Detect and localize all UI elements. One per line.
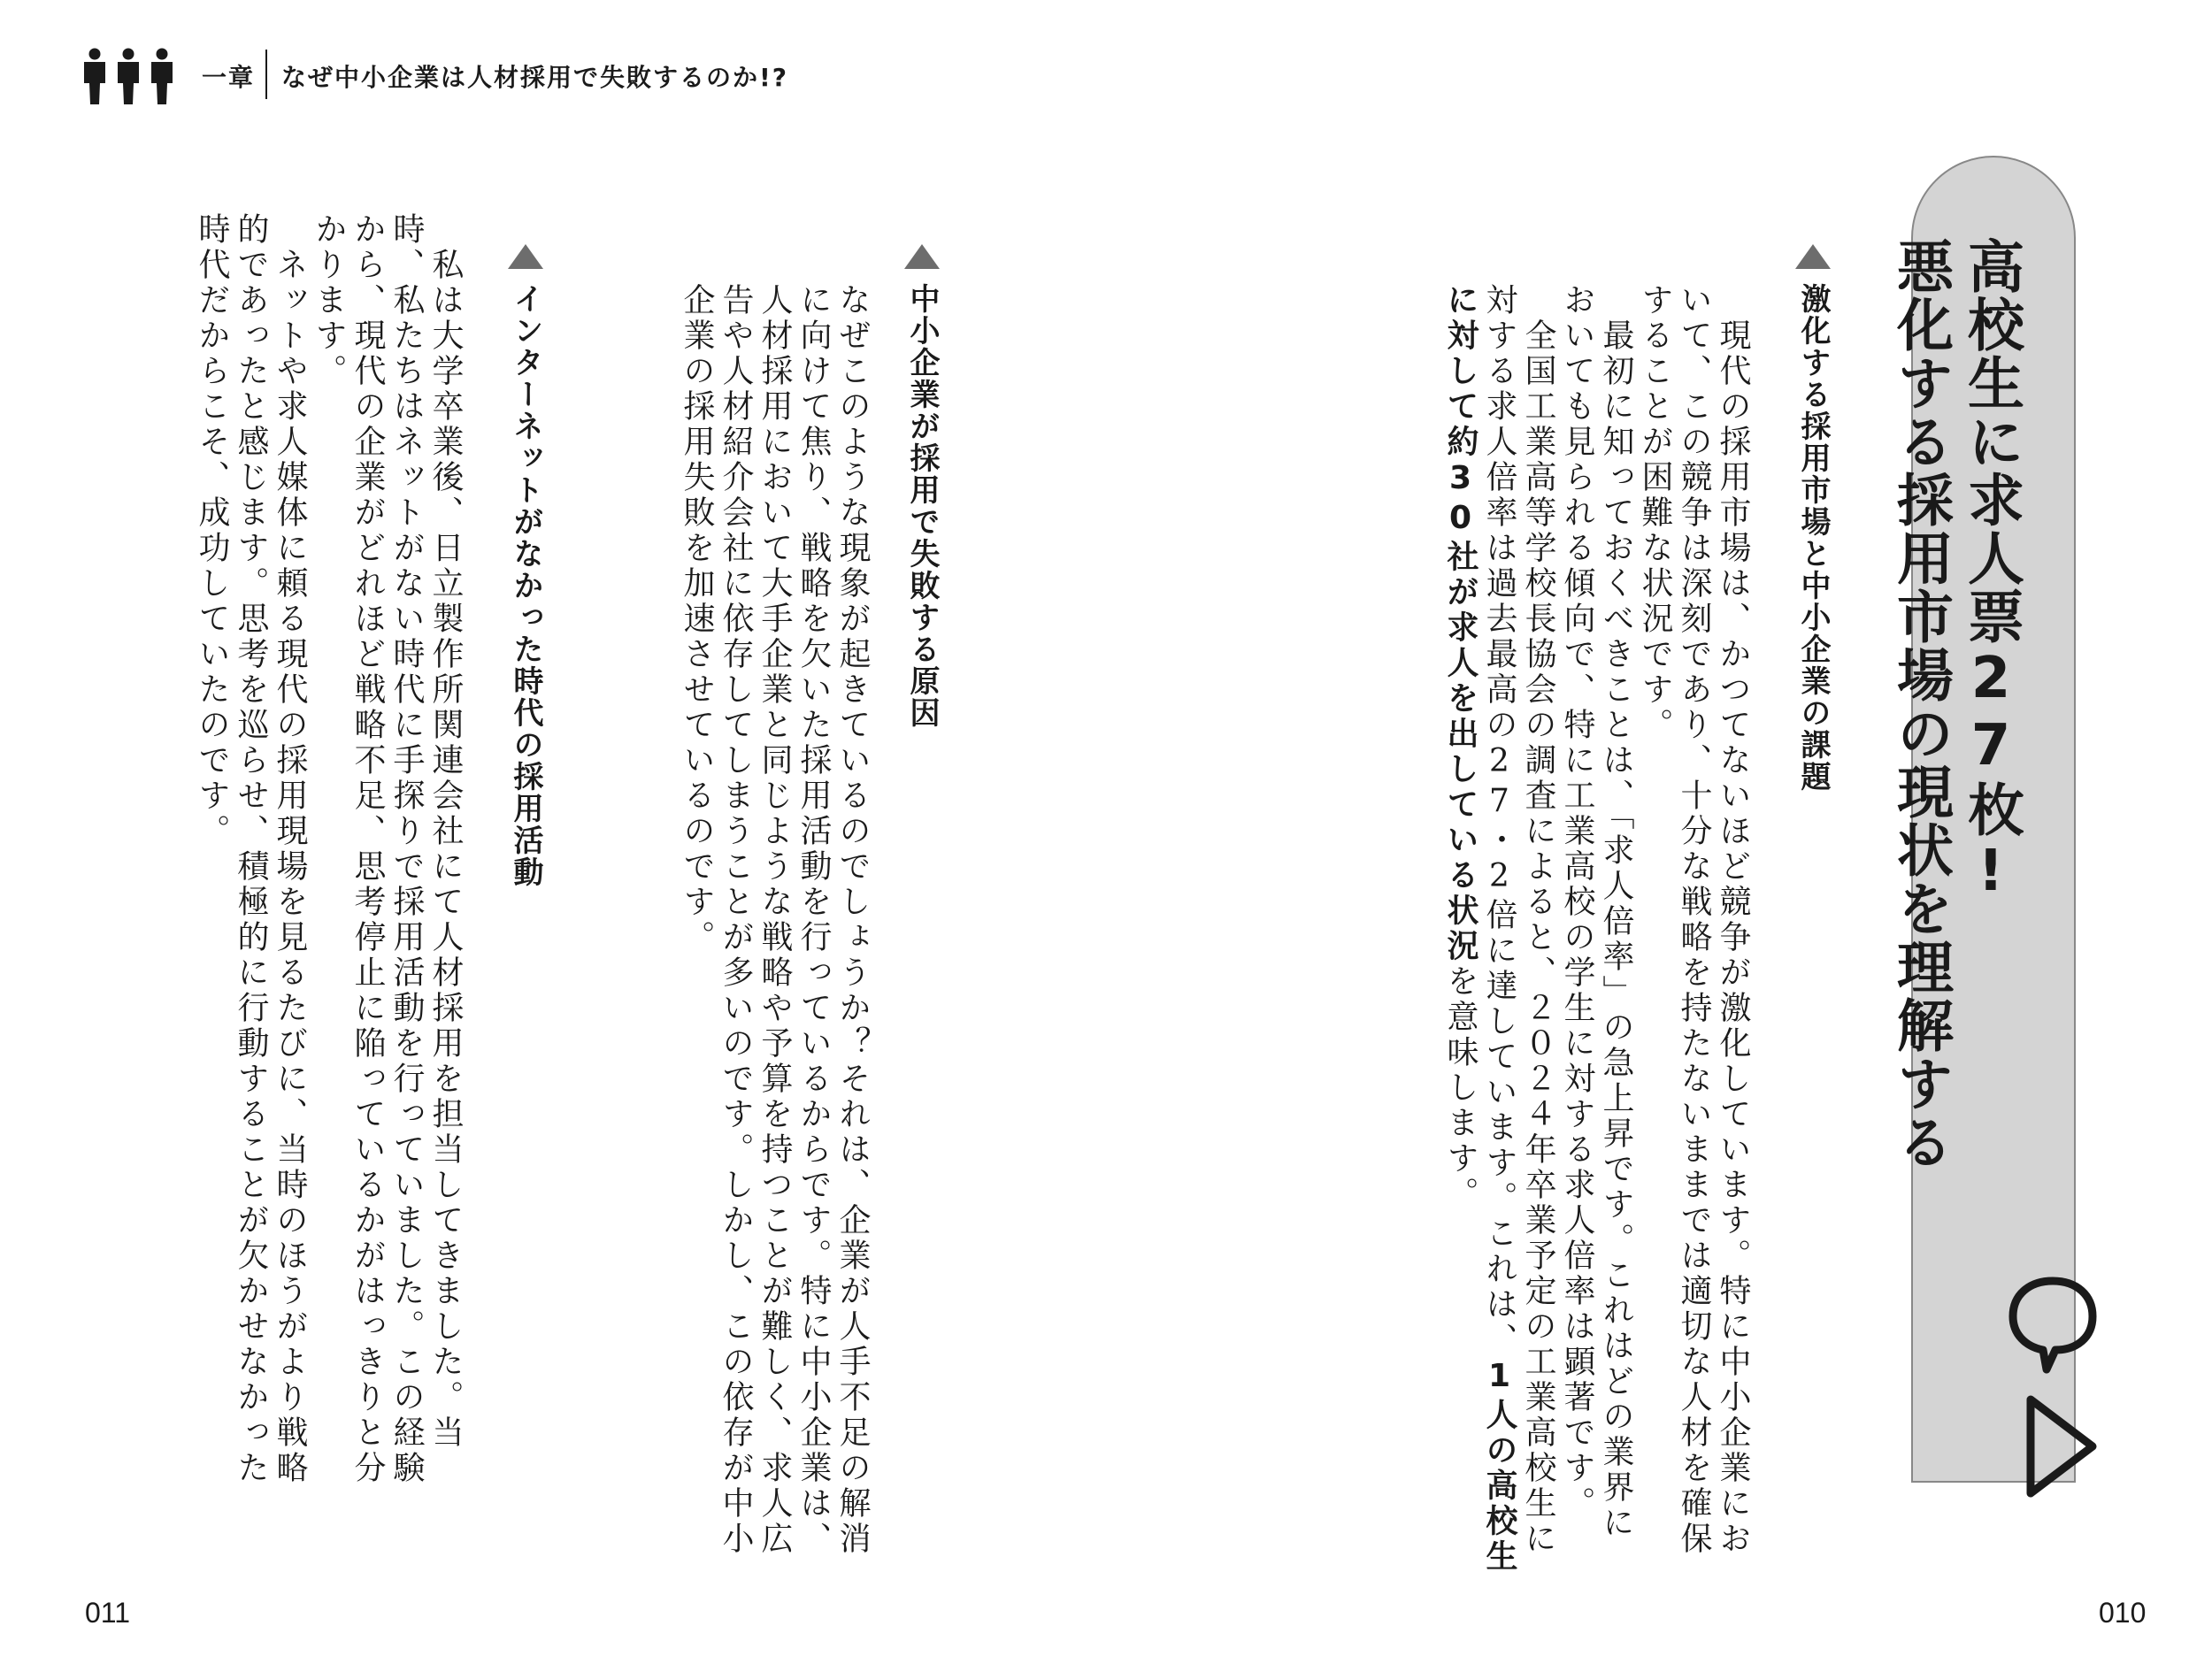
header-divider [265, 50, 267, 99]
section-heading: インターネットがなかった時代の採用活動 [508, 283, 543, 888]
page-number-right: 010 [2099, 1597, 2147, 1629]
page-title-line2: 悪化する採用市場の現状を理解する [1887, 237, 1953, 1171]
play-icon [2022, 1389, 2101, 1504]
person-icon [81, 48, 108, 104]
highlight-text: 1人の高校生に対して約30社が求人を出している状況 [1442, 283, 1517, 1575]
paragraph-text: を意味します。 [1442, 964, 1479, 1212]
section-heading: 中小企業が採用で失敗する原因 [904, 283, 940, 729]
speech-bubble-icon [2004, 1274, 2101, 1380]
person-icon [115, 48, 142, 104]
paragraph: なぜこのような現象が起きているのでしょうか？それは、企業が人手不足の解消に向けて焦り、戦略を欠いた採用活動を行っているからです。特に中小企業は、人材採用において大手企業と同じような戦略や予算を持つことが難しく、求人広告や人材紹介会社に依存してしまうことが多いのです。しかし、この依存が中小企業の採用失敗を加速させているのです。 [679, 283, 871, 1557]
section-heading: 激化する採用市場と中小企業の課題 [1795, 283, 1831, 793]
people-icon [81, 48, 175, 104]
running-header-title: なぜ中小企業は人材採用で失敗するのか!? [281, 63, 789, 92]
paragraph-text: 全国工業高等学校長協会の調査によると、２０２４年卒業予定の工業高校生に対する求人倍率は過去最高の27・2倍に達しています。これは、 [1481, 283, 1556, 1557]
paragraph: 最初に知っておくべきことは、「求人倍率」の急上昇です。これはどの業界においても見られる傾向で、特に工業高校の学生に対する求人倍率は顕著です。 [1559, 283, 1634, 1541]
paragraph: 現代の採用市場は、かつてないほど競争が激化しています。特に中小企業において、この競争は深刻であり、十分な戦略を持たないままでは適切な人材を確保することが困難な状況です。 [1637, 283, 1751, 1557]
paragraph [1440, 283, 1557, 1575]
chapter-label: 一章 [202, 63, 256, 92]
section-marker-icon [904, 244, 940, 269]
section-marker-icon [508, 244, 543, 269]
section-body [1292, 283, 1752, 1575]
page-title-line1: 高校生に求人票27枚! [1958, 237, 2024, 906]
section-marker-icon [1795, 244, 1831, 269]
section-body [146, 212, 465, 1504]
person-icon [149, 48, 175, 104]
section-body [606, 283, 872, 1575]
paragraph: ネットや求人媒体に頼る現代の採用現場を見るたびに、当時のほうがより戦略的であったと感じます。思考を巡らせ、積極的に行動することが欠かせなかった時代だからこそ、成功していたのです。 [194, 212, 308, 1486]
paragraph: 私は大学卒業後、日立製作所関連会社にて人材採用を担当してきました。当時、私たちはネットがない時代に手探りで採用活動を行っていました。この経験から、現代の企業がどれほど戦略不足、思考停止に陥っているかがはっきりと分かります。 [311, 212, 464, 1486]
page-number-left: 011 [85, 1597, 131, 1629]
